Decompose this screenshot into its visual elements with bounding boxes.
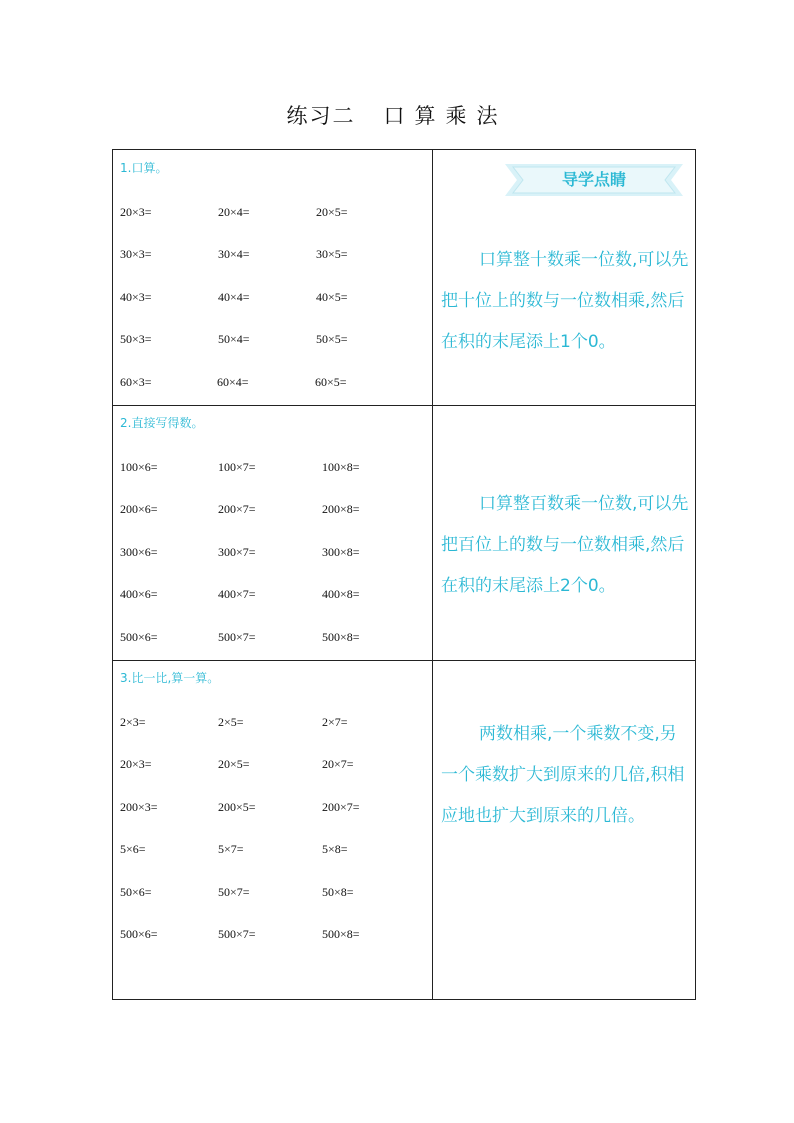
problem: 500×6= [120,927,158,941]
problem: 30×5= [316,247,348,261]
problem: 50×8= [322,885,354,899]
problem: 5×7= [218,842,244,856]
problem: 60×4= [217,375,249,389]
problem: 20×5= [316,205,348,219]
problem: 20×5= [218,757,250,771]
problem: 100×8= [322,460,360,474]
title-part2: 口算乘法 [383,104,508,128]
problem: 60×3= [120,375,152,389]
problem: 20×3= [120,205,152,219]
problem: 30×3= [120,247,152,261]
problem: 50×4= [218,332,250,346]
tip-text: 口算整十数乘一位数,可以先把十位上的数与一位数相乘,然后在积的末尾添上1个0。 [441,250,689,352]
problem: 400×8= [322,587,360,601]
problem: 50×3= [120,332,152,346]
problem: 300×6= [120,545,158,559]
problem: 20×7= [322,757,354,771]
problem: 20×4= [218,205,250,219]
title-part1: 练习二 [286,104,356,128]
problem: 100×7= [218,460,256,474]
section-1-title: 1.口算。 [120,161,168,175]
problem: 50×6= [120,885,152,899]
problem: 200×7= [322,800,360,814]
problem: 200×6= [120,502,158,516]
section-3-title: 3.比一比,算一算。 [120,671,220,685]
problem: 500×8= [322,630,360,644]
problem: 5×8= [322,842,348,856]
problem: 300×8= [322,545,360,559]
problem: 300×7= [218,545,256,559]
problem: 200×5= [218,800,256,814]
tip-text: 两数相乘,一个乘数不变,另一个乘数扩大到原来的几倍,积相应地也扩大到原来的几倍。 [441,724,685,826]
guide-badge [505,164,683,196]
problem: 400×7= [218,587,256,601]
column-divider [432,150,433,999]
problem: 50×7= [218,885,250,899]
problem: 30×4= [218,247,250,261]
badge-label: 导学点睛 [561,170,626,189]
problem: 500×6= [120,630,158,644]
problem: 2×7= [322,715,348,729]
problem: 500×7= [218,630,256,644]
page-title [0,100,794,130]
problem: 5×6= [120,842,146,856]
problem: 2×3= [120,715,146,729]
row-divider [113,405,695,406]
problem: 60×5= [315,375,347,389]
problem: 20×3= [120,757,152,771]
problem: 2×5= [218,715,244,729]
problem: 400×6= [120,587,158,601]
problem: 40×3= [120,290,152,304]
problem: 50×5= [316,332,348,346]
problem: 500×7= [218,927,256,941]
tip-text: 口算整百数乘一位数,可以先把百位上的数与一位数相乘,然后在积的末尾添上2个0。 [441,494,689,596]
problem: 200×3= [120,800,158,814]
problem: 40×5= [316,290,348,304]
section-2-title: 2.直接写得数。 [120,416,204,430]
row-divider [113,660,695,661]
problem: 500×8= [322,927,360,941]
problem: 200×8= [322,502,360,516]
problem: 100×6= [120,460,158,474]
problem: 200×7= [218,502,256,516]
problem: 40×4= [218,290,250,304]
exercise-table [112,149,696,1000]
